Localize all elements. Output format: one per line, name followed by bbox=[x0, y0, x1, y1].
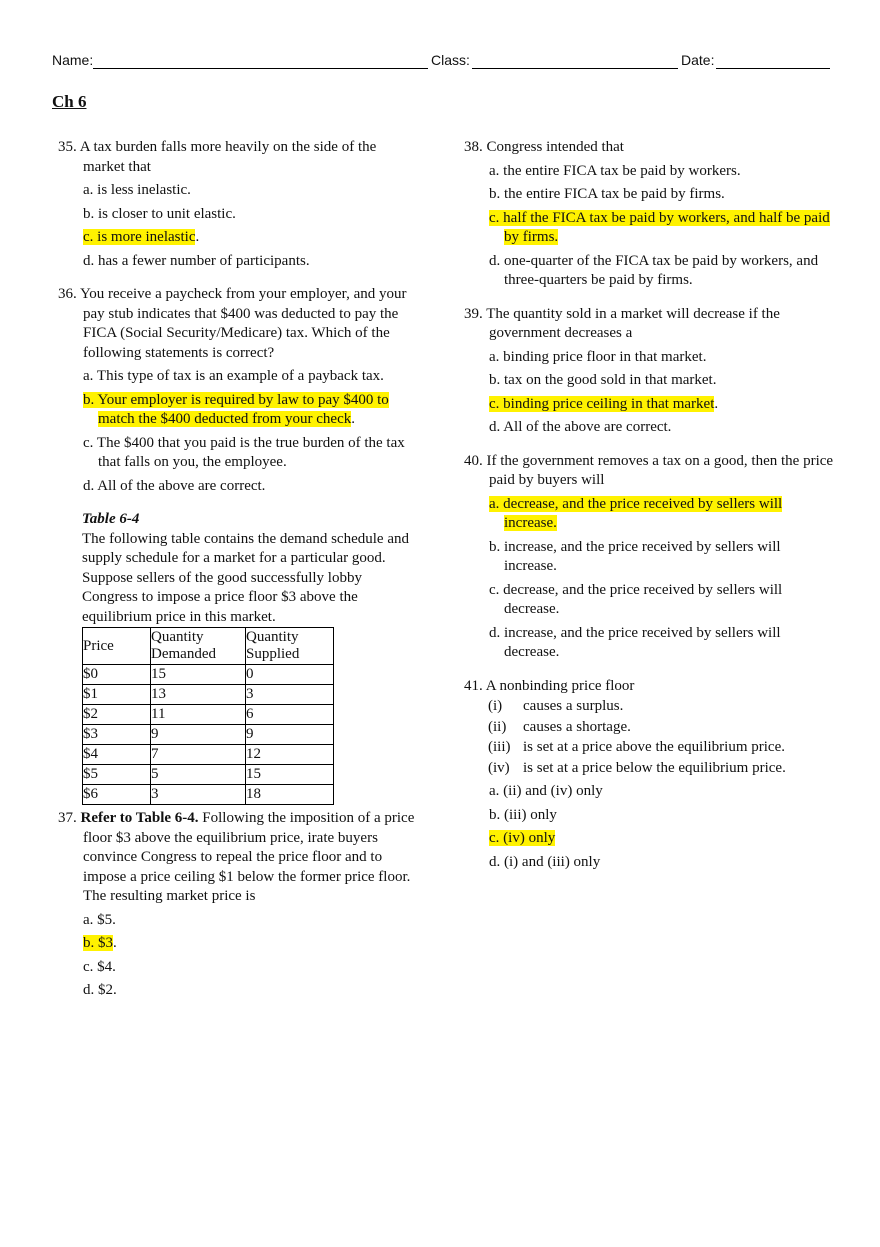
table-title: Table 6-4 bbox=[82, 511, 140, 527]
question-36 bbox=[58, 285, 418, 496]
option-a: a. $5. bbox=[83, 911, 116, 928]
question-38 bbox=[464, 138, 834, 291]
table-description: The following table contains the demand schedule and supply schedule for a market for a particular good. Suppose sellers of the good successfully lobby Congress to impose a price floor $3 above the equilibrium price in this market. bbox=[82, 530, 409, 625]
question-stem: 36. You receive a paycheck from your employer, and your pay stub indicates that $400 was deducted to pay the FICA (Social Security/Medicare) tax. Which of the following statements is correct? bbox=[58, 286, 407, 361]
table-row: $5 5 15 bbox=[83, 765, 334, 785]
option-c: c. The $400 that you paid is the true burden of the tax that falls on you, the employee. bbox=[83, 434, 405, 470]
option-c-correct: c. half the FICA tax be paid by workers, and half be paid by firms. bbox=[489, 209, 830, 245]
table-6-4-block bbox=[58, 510, 418, 805]
option-b: b. increase, and the price received by sellers will increase. bbox=[489, 538, 781, 574]
option-c: c. $4. bbox=[83, 958, 116, 975]
question-35 bbox=[58, 138, 418, 271]
table-row: $0 15 0 bbox=[83, 665, 334, 685]
class-field[interactable] bbox=[472, 68, 678, 69]
statement-iii: (iii) is set at a price above the equilibrium price. bbox=[488, 739, 785, 755]
option-c-correct: c. (iv) only bbox=[489, 830, 556, 846]
option-d: d. (i) and (iii) only bbox=[489, 853, 601, 870]
date-label: Date: bbox=[681, 52, 715, 68]
option-b: b. is closer to unit elastic. bbox=[83, 205, 236, 222]
option-c: c. decrease, and the price received by sellers will decrease. bbox=[489, 581, 783, 617]
option-b-correct: b. $3. bbox=[83, 935, 117, 951]
option-d: d. one-quarter of the FICA tax be paid by workers, and three-quarters be paid by firms. bbox=[489, 252, 819, 288]
question-39 bbox=[464, 305, 834, 438]
option-b: b. the entire FICA tax be paid by firms. bbox=[489, 186, 725, 202]
table-row: $2 11 6 bbox=[83, 705, 334, 725]
statement-i: (i) causes a surplus. bbox=[488, 698, 624, 714]
option-b-correct: b. Your employer is required by law to pay $400 to match the $400 deducted from your check. bbox=[83, 391, 389, 427]
question-stem: 41. A nonbinding price floor bbox=[464, 677, 635, 694]
table-row: $4 7 12 bbox=[83, 745, 334, 765]
question-stem: 38. Congress intended that bbox=[464, 139, 624, 155]
supply-demand-table bbox=[82, 627, 334, 805]
question-stem: 35. A tax burden falls more heavily on the side of the market that bbox=[58, 139, 377, 175]
right-column bbox=[464, 138, 834, 886]
option-a: a. (ii) and (iv) only bbox=[489, 783, 603, 799]
option-d: d. has a fewer number of participants. bbox=[83, 252, 310, 269]
question-37 bbox=[58, 809, 418, 1001]
option-a: a. This type of tax is an example of a payback tax. bbox=[83, 368, 384, 384]
option-d: d. All of the above are correct. bbox=[83, 477, 266, 494]
option-c-correct: c. binding price ceiling in that market. bbox=[489, 395, 719, 412]
question-41 bbox=[464, 677, 834, 873]
question-40 bbox=[464, 452, 834, 663]
statement-ii: (ii) causes a shortage. bbox=[488, 718, 631, 735]
header-fields bbox=[52, 52, 830, 72]
question-stem: 37. Refer to Table 6-4. Following the imposition of a price floor $3 above the equilibrium price, irate buyers convince Congress to repeal the price floor and to impose a price ceiling $1 below the former price floor. The resulting market price is bbox=[58, 810, 415, 904]
name-label: Name: bbox=[52, 52, 94, 68]
name-field[interactable] bbox=[93, 68, 428, 69]
option-d: d. $2. bbox=[83, 982, 117, 998]
chapter-title: Ch 6 bbox=[52, 92, 87, 111]
option-a: a. the entire FICA tax be paid by workers. bbox=[489, 162, 741, 179]
left-column bbox=[58, 138, 418, 1015]
option-d: d. increase, and the price received by sellers will decrease. bbox=[489, 624, 781, 660]
date-field[interactable] bbox=[716, 68, 830, 69]
option-d: d. All of the above are correct. bbox=[489, 419, 672, 435]
table-row: $6 3 18 bbox=[83, 785, 334, 805]
question-stem: 39. The quantity sold in a market will decrease if the government decreases a bbox=[464, 305, 780, 341]
option-b: b. tax on the good sold in that market. bbox=[489, 372, 717, 388]
option-a: a. binding price floor in that market. bbox=[489, 348, 707, 365]
question-stem: 40. If the government removes a tax on a good, then the price paid by buyers will bbox=[464, 452, 834, 488]
option-a: a. is less inelastic. bbox=[83, 182, 191, 198]
option-c-correct: c. is more inelastic. bbox=[83, 229, 200, 245]
table-row: $3 9 9 bbox=[83, 725, 334, 745]
table-row: $1 13 3 bbox=[83, 685, 334, 705]
option-b: b. (iii) only bbox=[489, 806, 557, 823]
table-header-row: Price Quantity Demanded Quantity Supplied bbox=[83, 628, 334, 665]
option-a-correct: a. decrease, and the price received by sellers will increase. bbox=[489, 495, 783, 531]
statement-iv: (iv) is set at a price below the equilibrium price. bbox=[488, 759, 786, 776]
class-label: Class: bbox=[431, 52, 470, 68]
